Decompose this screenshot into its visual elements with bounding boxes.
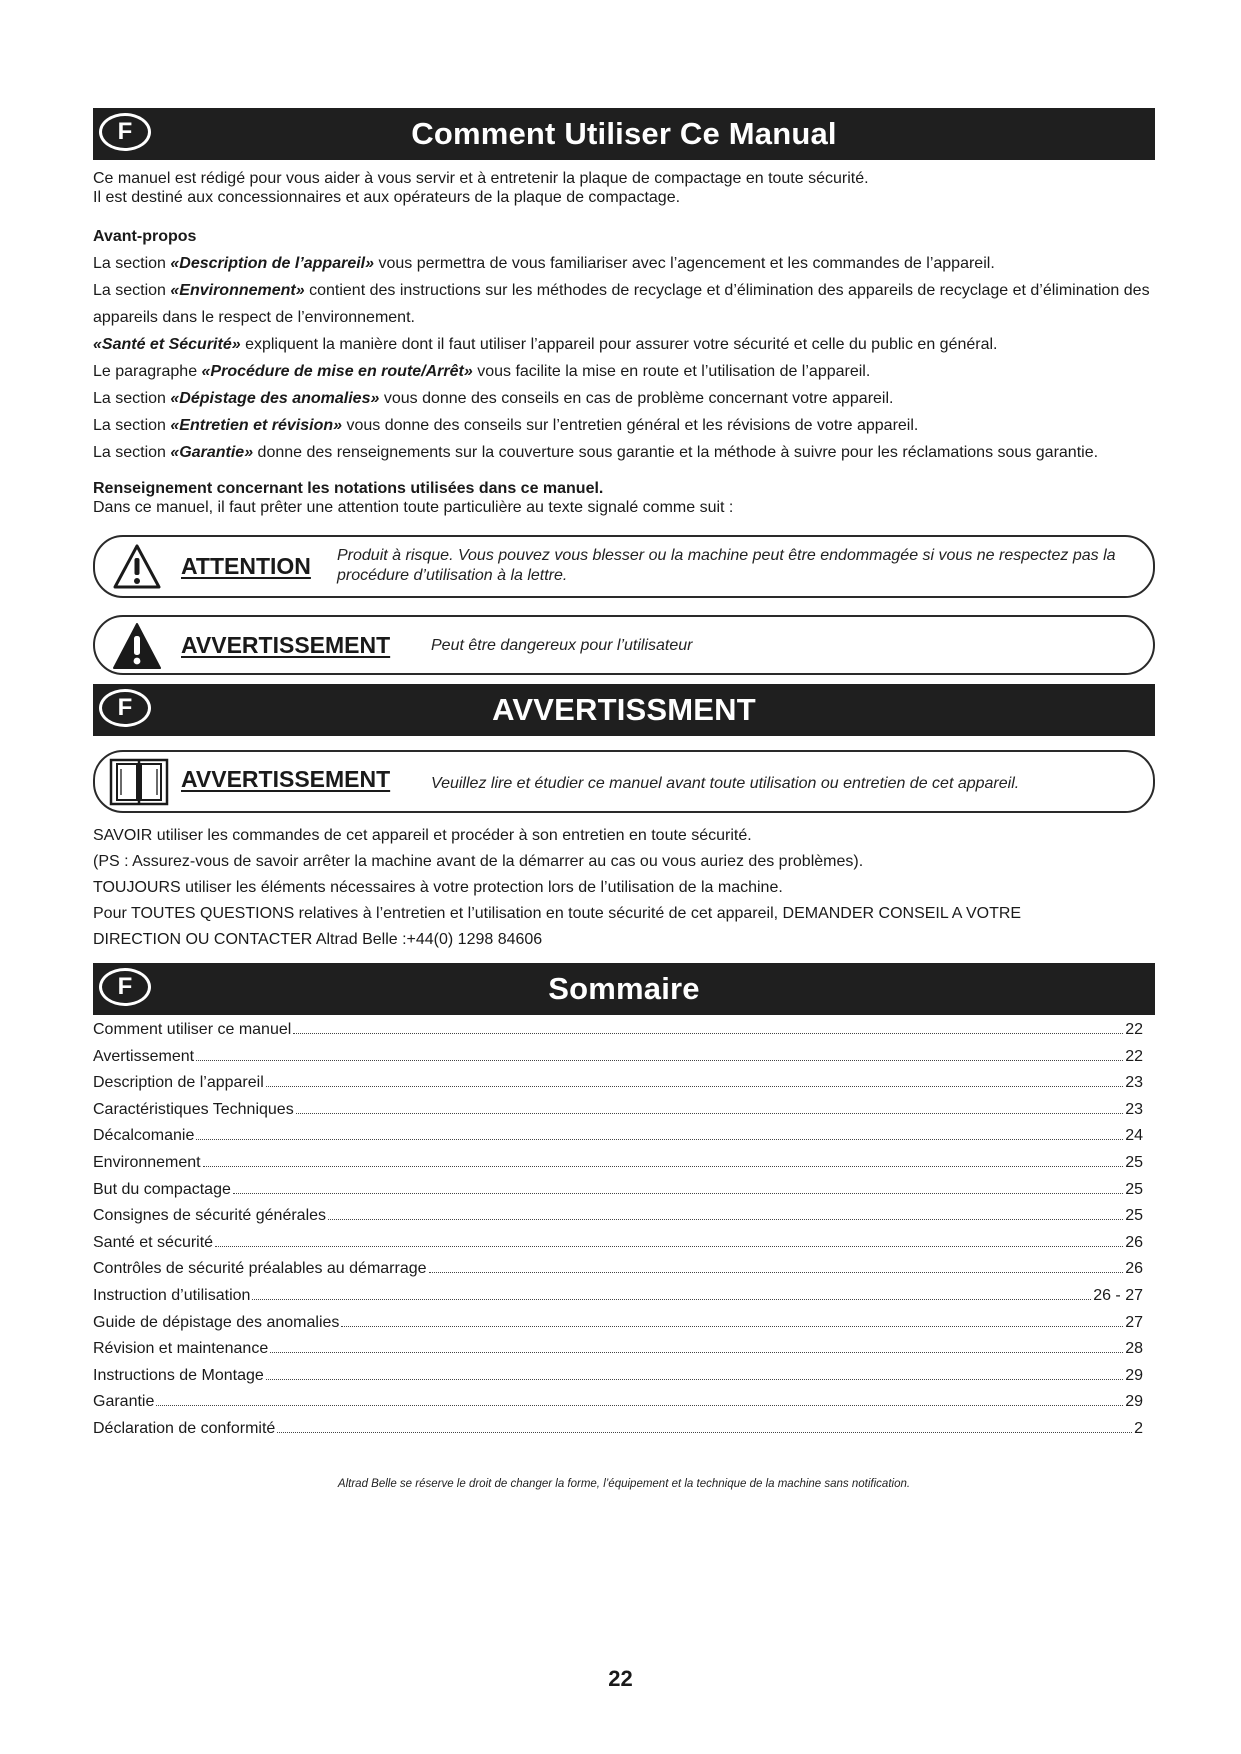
toc-entry[interactable]: Révision et maintenance 28 [93, 1340, 1143, 1358]
toc-entry[interactable]: But du compactage 25 [93, 1180, 1143, 1198]
avertissement-box-danger [93, 615, 1155, 675]
safety-instructions [93, 823, 1155, 953]
attention-label: ATTENTION [181, 553, 311, 579]
section-header-comment-utiliser [93, 108, 1155, 160]
safety-line: Pour TOUTES QUESTIONS relatives à l’entretien et l’utilisation en toute sécurité de cet appareil, DEMANDER CONSEIL A VOTRE DIRECTION OU CONTACTER Altrad Belle :+44(0) 1298 84606 [93, 905, 1022, 948]
toc-entry[interactable]: Caractéristiques Techniques 23 [93, 1100, 1143, 1118]
manual-page [93, 108, 1155, 1490]
notations-heading: Renseignement concernant les notations utilisées dans ce manuel. [93, 480, 604, 497]
toc-entry[interactable]: Guide de dépistage des anomalies 27 [93, 1313, 1143, 1331]
toc-entry[interactable]: Instruction d’utilisation 26 - 27 [93, 1286, 1143, 1304]
intro [93, 169, 1155, 207]
avant-propos-line: La section «Dépistage des anomalies» vous donne des conseils en cas de problème concernant votre appareil. [93, 390, 894, 407]
avant-propos-line: «Santé et Sécurité» expliquent la manière dont il faut utiliser l’appareil pour assurer votre sécurité et celle du public en général. [93, 336, 998, 353]
avant-propos-line: La section «Environnement» contient des instructions sur les méthodes de recyclage et d’élimination des appareils de recyclage et d’élimination des appareils dans le respect de l’environnement. [93, 282, 1150, 326]
avant-propos-line: La section «Description de l’appareil» vous permettra de vous familiariser avec l’agencement et les commandes de l’appareil. [93, 255, 995, 272]
avertissement-box-manual [93, 750, 1155, 813]
toc-entry[interactable]: Déclaration de conformité 2 [93, 1419, 1143, 1437]
avant-propos-line: La section «Garantie» donne des renseignements sur la couverture sous garantie et la méthode à suivre pour les réclamations sous garantie. [93, 444, 1099, 461]
section-title: Comment Utiliser Ce Manual [411, 116, 837, 151]
avertissement-text: Peut être dangereux pour l’utilisateur [431, 637, 693, 654]
warning-triangle-filled-icon [111, 621, 163, 673]
avertissement-text: Veuillez lire et étudier ce manuel avant toute utilisation ou entretien de cet appareil. [431, 775, 1020, 792]
page-number: 22 [608, 1666, 633, 1691]
avertissement-label: AVVERTISSEMENT [181, 632, 391, 658]
intro-line-1: Ce manuel est rédigé pour vous aider à vous servir et à entretenir la plaque de compactage en toute sécurité. [93, 170, 869, 187]
attention-box [93, 535, 1155, 598]
toc-entry[interactable]: Décalcomanie 24 [93, 1127, 1143, 1145]
language-badge-f: F [99, 113, 151, 151]
avant-propos-line: La section «Entretien et révision» vous donne des conseils sur l’entretien général et les révisions de votre appareil. [93, 417, 919, 434]
toc-entry[interactable]: Avertissement 22 [93, 1047, 1143, 1065]
open-book-icon [109, 755, 169, 809]
toc-entry[interactable]: Contrôles de sécurité préalables au démarrage 26 [93, 1260, 1143, 1278]
section-header-sommaire [93, 963, 1155, 1015]
toc-entry[interactable]: Instructions de Montage 29 [93, 1366, 1143, 1384]
warning-triangle-outline-icon [111, 541, 163, 593]
safety-line: SAVOIR utiliser les commandes de cet appareil et procéder à son entretien en toute sécurité. [93, 827, 752, 844]
language-badge-f: F [99, 689, 151, 727]
toc-entry[interactable]: Garantie 29 [93, 1393, 1143, 1411]
notations-text: Dans ce manuel, il faut prêter une attention toute particulière au texte signalé comme suit : [93, 499, 734, 516]
attention-text: Produit à risque. Vous pouvez vous blesser ou la machine peut être endommagée si vous ne respectez pas la procédure d’utilisation à la lettre. [337, 547, 1116, 584]
intro-line-2: Il est destiné aux concessionnaires et aux opérateurs de la plaque de compactage. [93, 189, 681, 206]
avant-propos-body [93, 250, 1155, 466]
language-badge-f: F [99, 968, 151, 1006]
avertissement-label: AVVERTISSEMENT [181, 766, 391, 792]
toc-entry[interactable]: Santé et sécurité 26 [93, 1233, 1143, 1251]
toc-entry[interactable]: Environnement 25 [93, 1153, 1143, 1171]
notations [93, 479, 1155, 517]
toc-entry[interactable]: Consignes de sécurité générales 25 [93, 1207, 1143, 1225]
safety-line: TOUJOURS utiliser les éléments nécessaires à votre protection lors de l’utilisation de la machine. [93, 879, 783, 896]
table-of-contents [93, 1021, 1143, 1447]
section-title: Sommaire [548, 971, 700, 1006]
avant-propos-heading: Avant-propos [93, 228, 197, 245]
toc-entry[interactable]: Description de l’appareil 23 [93, 1074, 1143, 1092]
footnote: Altrad Belle se réserve le droit de changer la forme, l’équipement et la technique de la machine sans notification. [337, 1477, 911, 1490]
section-header-avvertissment [93, 684, 1155, 736]
section-title: AVVERTISSMENT [492, 692, 756, 727]
safety-line: (PS : Assurez-vous de savoir arrêter la machine avant de la démarrer au cas ou vous auriez des problèmes). [93, 853, 864, 870]
toc-entry[interactable]: Comment utiliser ce manuel 22 [93, 1021, 1143, 1038]
avant-propos-line: Le paragraphe «Procédure de mise en route/Arrêt» vous facilite la mise en route et l’utilisation de l’appareil. [93, 363, 871, 380]
